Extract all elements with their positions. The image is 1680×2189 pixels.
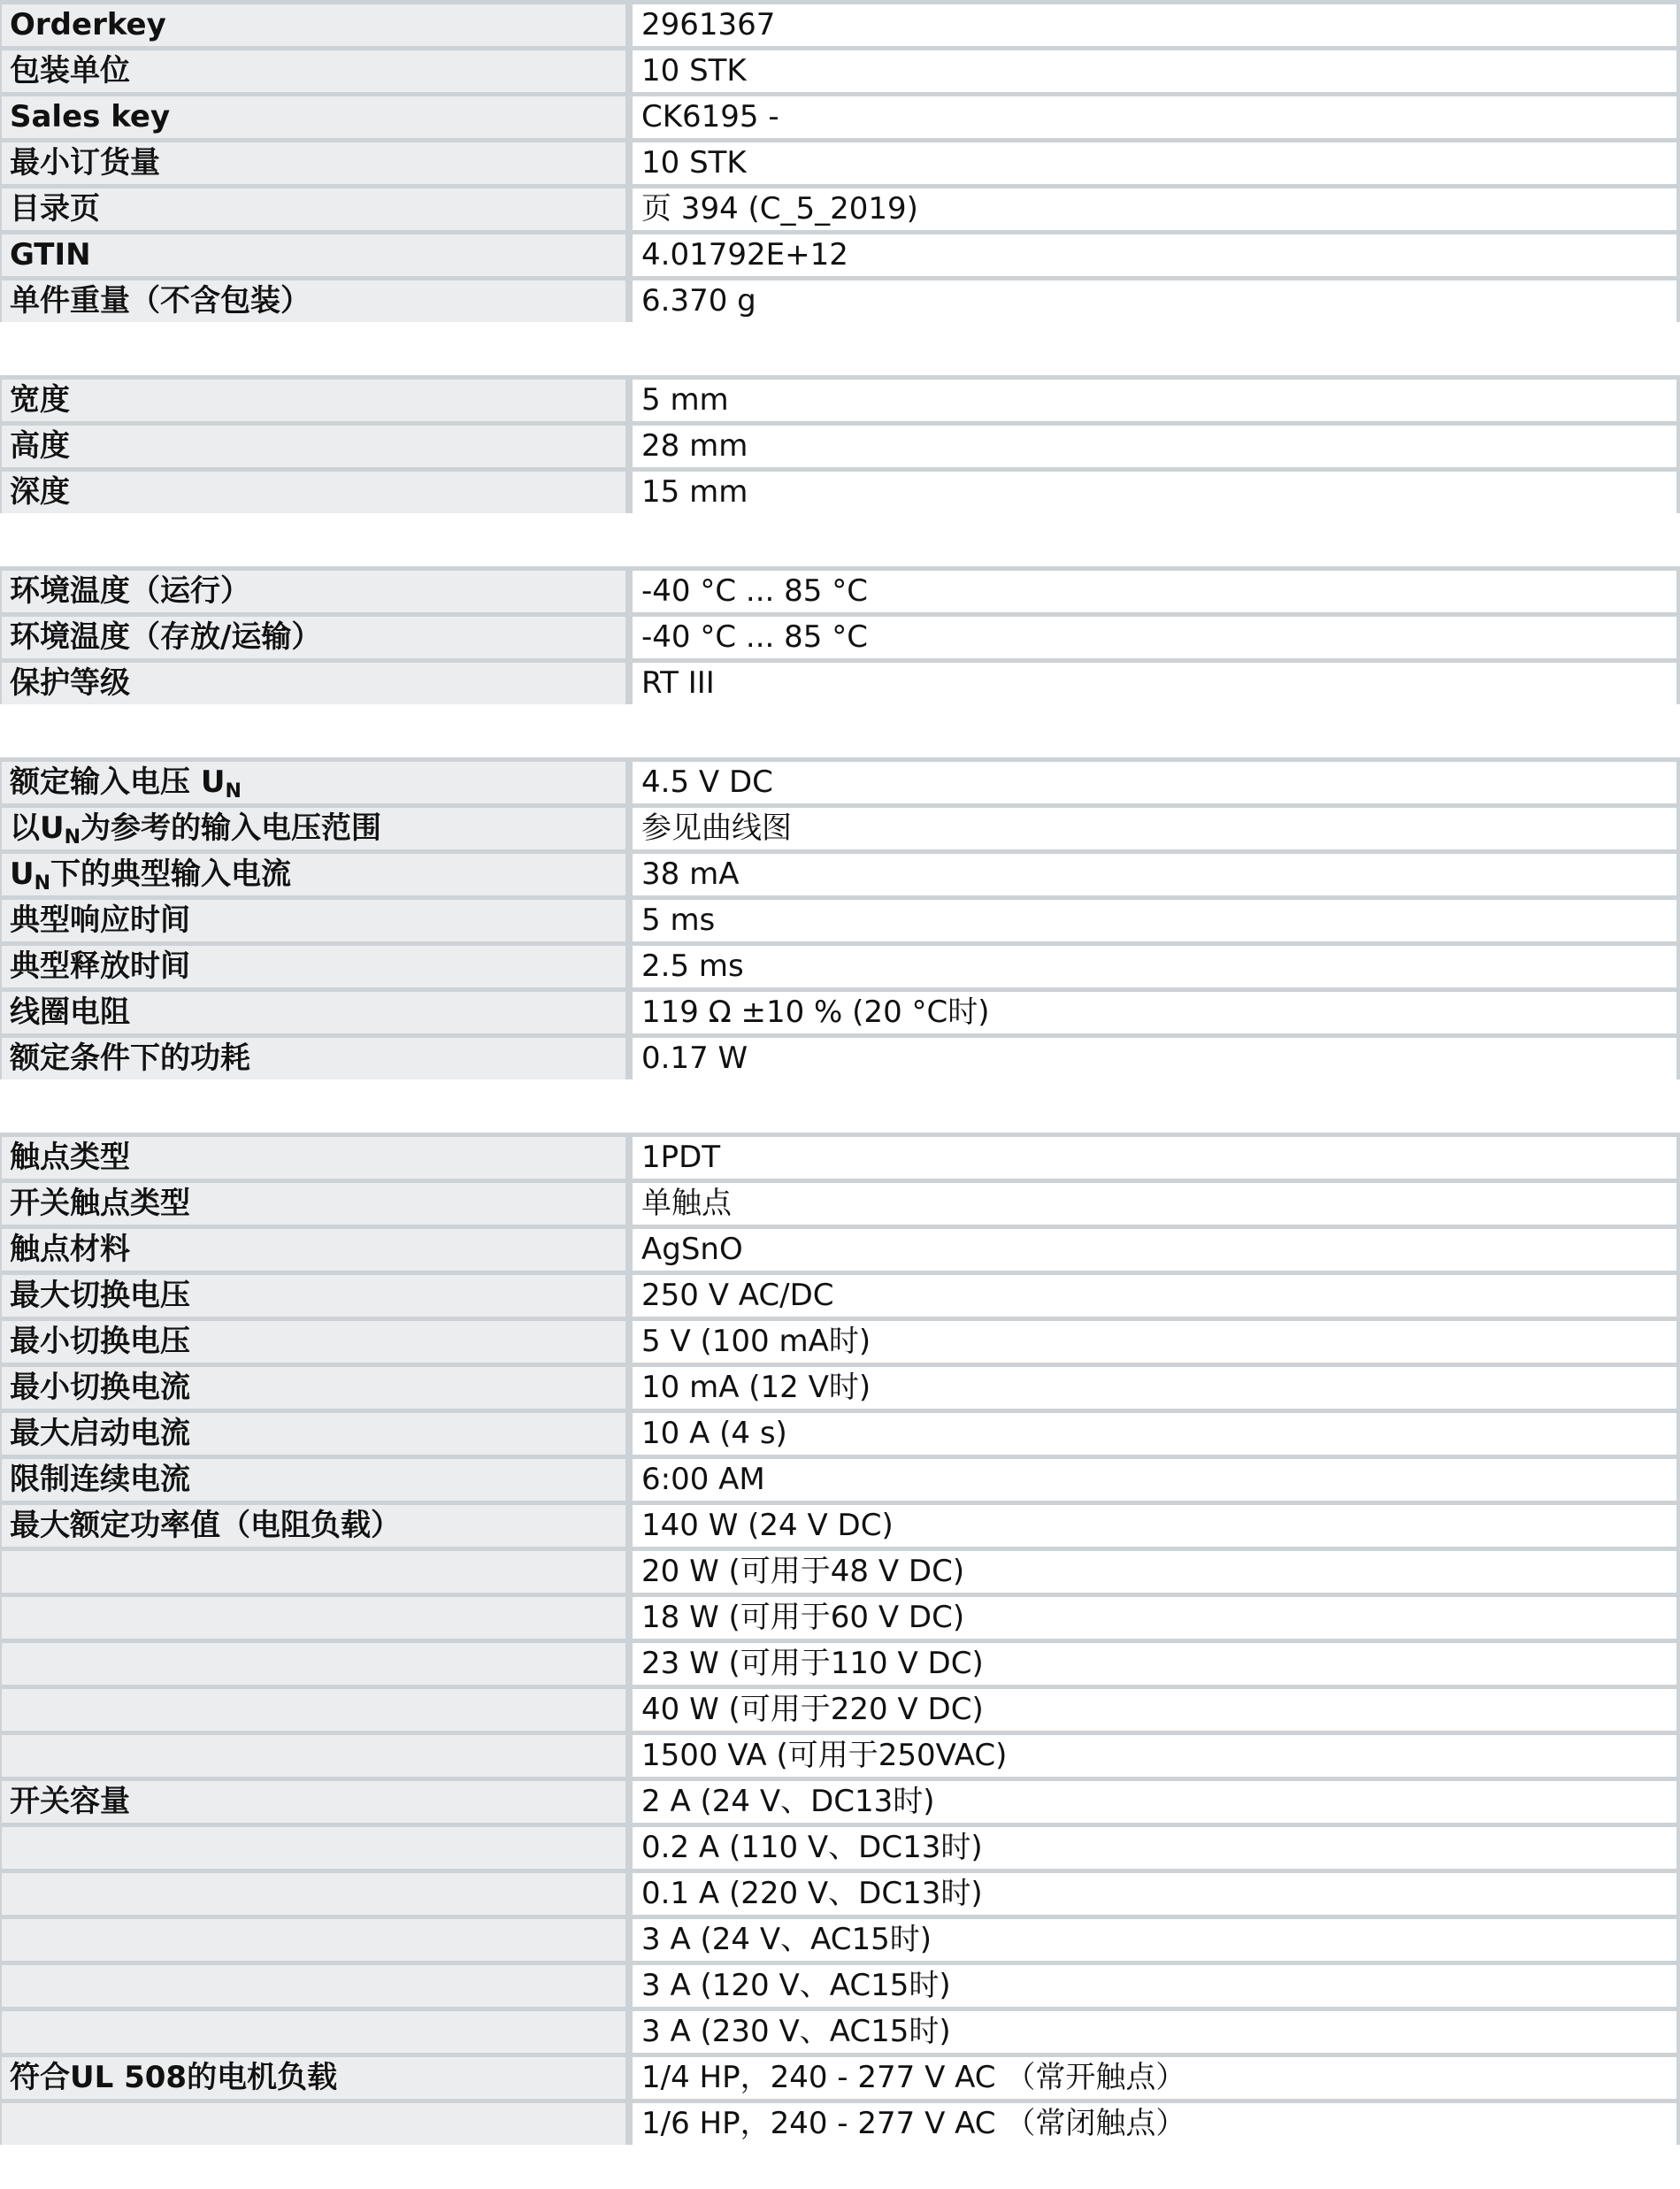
spec-value: 1500 VA (可用于250VAC) [633,1735,1676,1777]
spec-row [0,946,1680,987]
spec-value: 4.5 V DC [633,762,1676,803]
spec-label: 最大切换电压 [2,1275,625,1317]
spec-value: 3 A (120 V、AC15时) [633,1965,1676,2007]
spec-label-subscript: N [34,872,51,895]
spec-row [0,854,1680,895]
spec-value: 28 mm [633,426,1676,467]
spec-label [2,1873,625,1915]
spec-value: 0.17 W [633,1038,1676,1079]
spec-value: 2 A (24 V、DC13时) [633,1781,1676,1823]
spec-value: 4.01792E+12 [633,234,1676,276]
spec-group [0,0,1680,322]
spec-row [0,234,1680,276]
spec-label [2,1551,625,1593]
spec-row [0,1413,1680,1455]
spec-value: 3 A (24 V、AC15时) [633,1919,1676,1961]
spec-label: 保护等级 [2,663,625,704]
spec-value: 5 V (100 mA时) [633,1321,1676,1363]
spec-label [2,762,625,803]
spec-row [0,2011,1680,2053]
spec-row [0,96,1680,138]
spec-label [2,1965,625,2007]
spec-row [0,808,1680,849]
spec-value: -40 °C ... 85 °C [633,571,1676,612]
spec-label: 典型释放时间 [2,946,625,987]
spec-value: 140 W (24 V DC) [633,1505,1676,1547]
spec-label-text: U [10,856,35,892]
spec-value: 10 STK [633,50,1676,92]
spec-row [0,426,1680,467]
spec-label: 符合UL 508的电机负载 [2,2057,625,2099]
spec-value: 5 ms [633,900,1676,941]
spec-value: 1PDT [633,1137,1676,1179]
spec-row [0,1965,1680,2007]
spec-label [2,1643,625,1685]
spec-group [0,1133,1680,2145]
spec-row [0,1321,1680,1363]
spec-label [2,1689,625,1731]
spec-value: 20 W (可用于48 V DC) [633,1551,1676,1593]
spec-value: 2.5 ms [633,946,1676,987]
spec-value: -40 °C ... 85 °C [633,617,1676,658]
spec-label [2,1735,625,1777]
spec-row [0,1505,1680,1547]
spec-label: 环境温度（存放/运输） [2,617,625,658]
spec-row [0,1183,1680,1225]
spec-label: GTIN [2,234,625,276]
spec-label: 环境温度（运行） [2,571,625,612]
spec-label: 典型响应时间 [2,900,625,941]
spec-value: 0.2 A (110 V、DC13时) [633,1827,1676,1869]
spec-value: 15 mm [633,472,1676,513]
spec-label: 开关容量 [2,1781,625,1823]
spec-value: 18 W (可用于60 V DC) [633,1597,1676,1639]
spec-row [0,992,1680,1033]
spec-row [0,472,1680,513]
spec-label [2,1827,625,1869]
spec-value: 40 W (可用于220 V DC) [633,1689,1676,1731]
spec-label: 限制连续电流 [2,1459,625,1501]
spec-row [0,1827,1680,1869]
spec-value: 38 mA [633,854,1676,895]
spec-value: 6.370 g [633,280,1676,322]
spec-value: 5 mm [633,380,1676,421]
spec-row [0,1551,1680,1593]
spec-row [0,1038,1680,1079]
spec-row [0,617,1680,658]
spec-label: 触点材料 [2,1229,625,1271]
spec-group [0,566,1680,704]
spec-label [2,808,625,849]
spec-row [0,1367,1680,1409]
spec-label-suffix: 为参考的输入电压范围 [81,810,382,846]
spec-row [0,2057,1680,2099]
spec-row [0,1597,1680,1639]
spec-row [0,4,1680,46]
spec-label-text: 额定输入电压 U [10,764,226,800]
spec-value: 2961367 [633,4,1676,46]
spec-label-subscript: N [64,826,81,849]
spec-row [0,1689,1680,1731]
spec-row [0,280,1680,322]
spec-value: 参见曲线图 [633,808,1676,849]
spec-label: 最大启动电流 [2,1413,625,1455]
spec-row [0,900,1680,941]
spec-value: RT III [633,663,1676,704]
spec-row [0,1459,1680,1501]
spec-value: 页 394 (C_5_2019) [633,188,1676,230]
spec-row [0,1275,1680,1317]
spec-label: 包装单位 [2,50,625,92]
spec-value: 6:00 AM [633,1459,1676,1501]
spec-label-suffix: 下的典型输入电流 [50,856,292,892]
spec-label: 线圈电阻 [2,992,625,1033]
spec-row [0,142,1680,184]
spec-row [0,571,1680,612]
spec-label: 开关触点类型 [2,1183,625,1225]
spec-label-subscript: N [225,780,242,803]
spec-label: 高度 [2,426,625,467]
spec-label: 最小切换电流 [2,1367,625,1409]
spec-row [0,50,1680,92]
spec-value: CK6195 - [633,96,1676,138]
spec-row [0,1229,1680,1271]
spec-label: 深度 [2,472,625,513]
spec-group [0,757,1680,1079]
spec-row [0,663,1680,704]
spec-row [0,380,1680,421]
spec-row [0,762,1680,803]
spec-value: AgSnO [633,1229,1676,1271]
spec-value: 单触点 [633,1183,1676,1225]
spec-value: 3 A (230 V、AC15时) [633,2011,1676,2053]
spec-row [0,1781,1680,1823]
spec-label [2,854,625,895]
spec-row [0,1919,1680,1961]
spec-group [0,375,1680,513]
spec-label: 额定条件下的功耗 [2,1038,625,1079]
spec-value: 10 mA (12 V时) [633,1367,1676,1409]
spec-label-text: 以U [10,810,65,846]
spec-value: 1/6 HP，240 - 277 V AC （常闭触点） [633,2103,1676,2145]
spec-row [0,1873,1680,1915]
spec-row [0,1643,1680,1685]
spec-label: 单件重量（不含包装） [2,280,625,322]
spec-label: 最小订货量 [2,142,625,184]
spec-row [0,1735,1680,1777]
spec-label: 目录页 [2,188,625,230]
spec-label [2,2103,625,2145]
spec-row [0,2103,1680,2145]
spec-label: 最大额定功率值（电阻负载） [2,1505,625,1547]
spec-value: 0.1 A (220 V、DC13时) [633,1873,1676,1915]
spec-label: 宽度 [2,380,625,421]
spec-row [0,188,1680,230]
spec-value: 119 Ω ±10 % (20 °C时) [633,992,1676,1033]
spec-label [2,2011,625,2053]
spec-value: 1/4 HP，240 - 277 V AC （常开触点） [633,2057,1676,2099]
spec-value: 23 W (可用于110 V DC) [633,1643,1676,1685]
spec-label: Orderkey [2,4,625,46]
spec-label: 触点类型 [2,1137,625,1179]
spec-value: 10 A (4 s) [633,1413,1676,1455]
spec-row [0,1137,1680,1179]
spec-label: 最小切换电压 [2,1321,625,1363]
spec-value: 10 STK [633,142,1676,184]
spec-label: Sales key [2,96,625,138]
spec-label [2,1597,625,1639]
spec-label [2,1919,625,1961]
spec-value: 250 V AC/DC [633,1275,1676,1317]
